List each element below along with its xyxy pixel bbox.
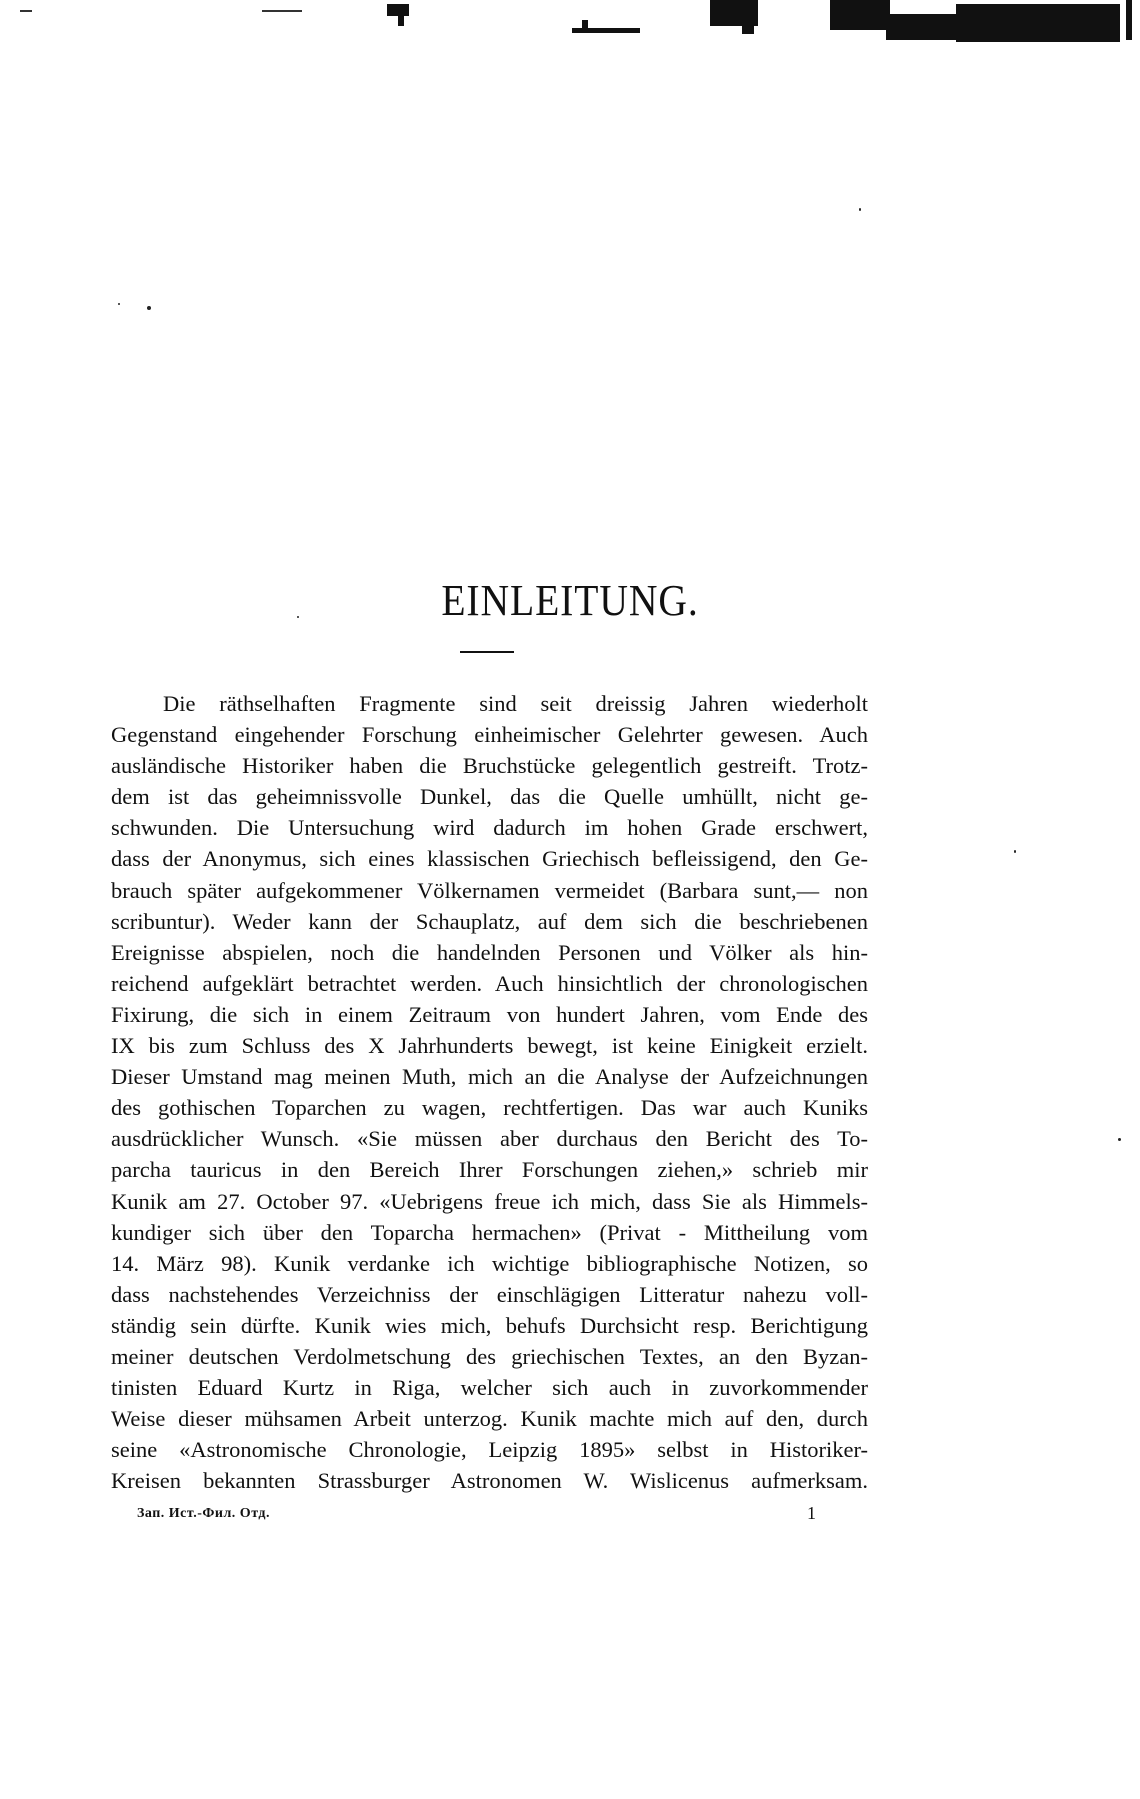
- text-line: ausdrücklicher Wunsch. «Sie müssen aber durchaus den Bericht des To-: [111, 1126, 868, 1152]
- speck: [1014, 850, 1016, 853]
- text-line: schwunden. Die Untersuchung wird dadurch im hohen Grade erschwert,: [111, 815, 868, 841]
- text-line: des gothischen Toparchen zu wagen, rechtfertigen. Das war auch Kuniks: [111, 1095, 868, 1121]
- text-line: ständig sein dürfte. Kunik wies mich, behufs Durchsicht resp. Berichtigung: [111, 1312, 868, 1338]
- footer-signature: Зап. Ист.-Фил. Отд.: [137, 1506, 270, 1521]
- text-line: Fixirung, die sich in einem Zeitraum von hundert Jahren, vom Ende des: [111, 1001, 868, 1027]
- text-line: Kreisen bekannten Strassburger Astronomen W. Wislicenus aufmerksam.: [111, 1468, 868, 1494]
- text-line: tinisten Eduard Kurtz in Riga, welcher sich auch in zuvorkommender: [111, 1375, 868, 1401]
- text-line: Gegenstand eingehender Forschung einheimischer Gelehrter gewesen. Auch: [111, 722, 868, 748]
- text-line: dass der Anonymus, sich eines klassischen Griechisch befleissigend, den Ge-: [111, 846, 868, 872]
- text-line: Ereignisse abspielen, noch die handelnden Personen und Völker als hin-: [111, 939, 868, 965]
- text-line: scribuntur). Weder kann der Schauplatz, auf dem sich die beschriebenen: [111, 908, 868, 934]
- text-line: parcha tauricus in den Bereich Ihrer Forschungen ziehen,» schrieb mir: [111, 1157, 868, 1183]
- page-number: 1: [807, 1503, 816, 1523]
- text-line: 14. März 98). Kunik verdanke ich wichtige bibliographische Notizen, so: [111, 1250, 868, 1276]
- body-paragraph: [111, 688, 868, 1496]
- text-line: dass nachstehendes Verzeichniss der einschlägigen Litteratur nahezu voll-: [111, 1281, 868, 1307]
- scan-artifacts: [0, 0, 1140, 90]
- text-line: kundiger sich über den Toparcha hermachen» (Privat - Mittheilung vom: [111, 1219, 868, 1245]
- text-line: Kunik am 27. October 97. «Uebrigens freue ich mich, dass Sie als Himmels-: [111, 1188, 868, 1214]
- speck: [118, 303, 120, 305]
- heading-rule: [460, 651, 514, 653]
- text-line: ausländische Historiker haben die Bruchstücke gelegentlich gestreift. Trotz-: [111, 753, 868, 779]
- speck: [859, 208, 861, 211]
- text-line: seine «Astronomische Chronologie, Leipzig 1895» selbst in Historiker-: [111, 1437, 868, 1463]
- text-line: Die räthselhaften Fragmente sind seit dreissig Jahren wiederholt: [163, 691, 868, 716]
- text-line: brauch später aufgekommener Völkernamen vermeidet (Barbara sunt,— non: [111, 877, 868, 903]
- speck: [147, 306, 151, 310]
- text-line: meiner deutschen Verdolmetschung des griechischen Textes, an den Byzan-: [111, 1343, 868, 1369]
- speck: [1118, 1138, 1121, 1141]
- text-line: Dieser Umstand mag meinen Muth, mich an die Analyse der Aufzeichnungen: [111, 1064, 868, 1090]
- text-line: Weise dieser mühsamen Arbeit unterzog. Kunik machte mich auf den, durch: [111, 1406, 868, 1432]
- text-line: reichend aufgeklärt betrachtet werden. Auch hinsichtlich der chronologischen: [111, 970, 868, 996]
- text-line: dem ist das geheimnissvolle Dunkel, das die Quelle umhüllt, nicht ge-: [111, 784, 868, 810]
- text-line: IX bis zum Schluss des X Jahrhunderts bewegt, ist keine Einigkeit erzielt.: [111, 1033, 868, 1059]
- chapter-heading: EINLEITUNG.: [441, 576, 699, 625]
